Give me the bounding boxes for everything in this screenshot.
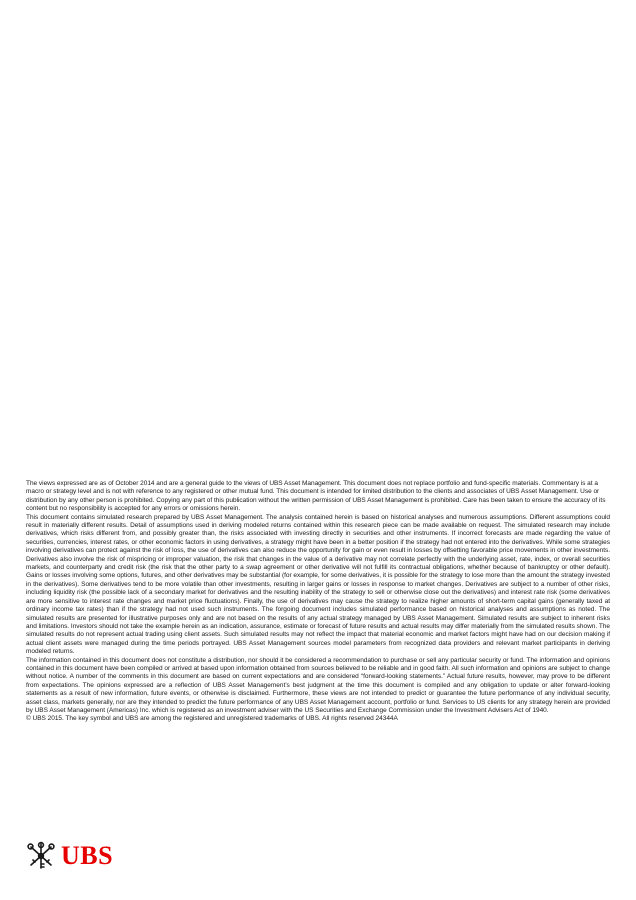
ubs-logo: [26, 840, 113, 872]
ubs-wordmark: UBS: [61, 841, 114, 870]
copyright-notice: © UBS 2015. The key symbol and UBS are among the registered and unregistered trademarks of UBS. All rights reserved 24344A: [26, 715, 398, 723]
ubs-keys-icon: [26, 841, 56, 871]
disclaimer-information-paragraph: The information contained in this document does not constitute a distribution, nor should it be considered a recommendation to purchase or sell any particular security or fund. The information and opinions contained in this document have been compiled or arrived at based upon information obtained from sources believed to be reliable and in good faith. All such information and opinions are subject to change without notice. A number of the comments in this document are based on current expectations and are considered “forward-looking statements.” Actual future results, however, may prove to be different from expectations. The opinions expressed are a reflection of UBS Asset Management’s best judgment at the time this document is compiled and any obligation to update or alter forward-looking statements as a result of new information, future events, or otherwise is disclaimed. Furthermore, these views are not intended to predict or guarantee the future performance of any individual security, asset class, markets generally, nor are they intended to predict the future performance of any UBS Asset Management account, portfolio or fund. Services to US clients for any strategy herein are provided by UBS Asset Management (Americas) Inc. which is registered as an investment adviser with the US Securities and Exchange Commission under the Investment Advisers Act of 1940.: [26, 656, 610, 714]
disclaimer-block: [26, 480, 610, 724]
disclaimer-simulated-research-paragraph: This document contains simulated research prepared by UBS Asset Management. The analysis contained herein is based on historical analyses and numerous assumptions. Different assumptions could result in materially different results. Detail of assumptions used in deriving modeled returns contained within this research piece can be made available on request. The simulated research may include derivatives, which risks different from, and possibly greater than, the risks associated with investing directly in securities and other instruments. If incorrect forecasts are made regarding the value of securities, currencies, interest rates, or other economic factors in using derivatives, a strategy might have been in a better position if the strategy had not entered into the derivatives. While some strategies involving derivatives can protect against the risk of loss, the use of derivatives can also reduce the opportunity for gain or even result in losses by offsetting favorable price movements in other investments. Derivatives also involve the risk of mispricing or improper valuation, the risk that changes in the value of a derivative may not correlate perfectly with the underlying asset, rate, index, or overall securities markets, and counterparty and credit risk (the risk that the other party to a swap agreement or other derivative will not fulfill its contractual obligations, whether because of bankruptcy or other default). Gains or losses involving some options, futures, and other derivatives may be substantial (for example, for some derivatives, it is possible for the strategy to lose more than the amount the strategy invested in the derivatives). Some derivatives tend to be more volatile than other investments, resulting in larger gains or losses in response to market changes. Derivatives are subject to a number of other risks, including liquidity risk (the possible lack of a secondary market for derivatives and the resulting inability of the strategy to sell or otherwise close out the derivatives) and interest rate risk (some derivatives are more sensitive to interest rate changes and market price fluctuations). Finally, the use of derivatives may cause the strategy to realize higher amounts of short-term capital gains (generally taxed at ordinary income tax rates) than if the strategy had not used such instruments. The forgoing document includes simulated performance based on historical analyses and assumptions as noted. The simulated results are presented for illustrative purposes only and are not based on the results of any actual strategy managed by UBS Asset Management. Simulated results are subject to inherent risks and limitations. Investors should not take the example herein as an indication, assurance, estimate or forecast of future results and actual results may differ materially from the simulated results shown. The simulated results do not represent actual trading using client assets. Such simulated results may not reflect the impact that material economic and market factors might have had on our decision making if actual client assets were managed during the time periods portrayed. UBS Asset Management sources model parameters from recognized data providers and relevant market participants in deriving modeled returns.: [26, 513, 610, 656]
disclaimer-views-paragraph: The views expressed are as of October 2014 and are a general guide to the views of UBS Asset Management. This document does not replace portfolio and fund-specific materials. Commentary is at a macro or strategy level and is not with reference to any registered or other mutual fund. This document is intended for limited distribution to the clients and associates of UBS Asset Management. Use or distribution by any other person is prohibited. Copying any part of this publication without the written permission of UBS Asset Management is prohibited. Care has been taken to ensure the accuracy of its content but no responsibility is accepted for any errors or omissions herein.: [26, 480, 606, 513]
